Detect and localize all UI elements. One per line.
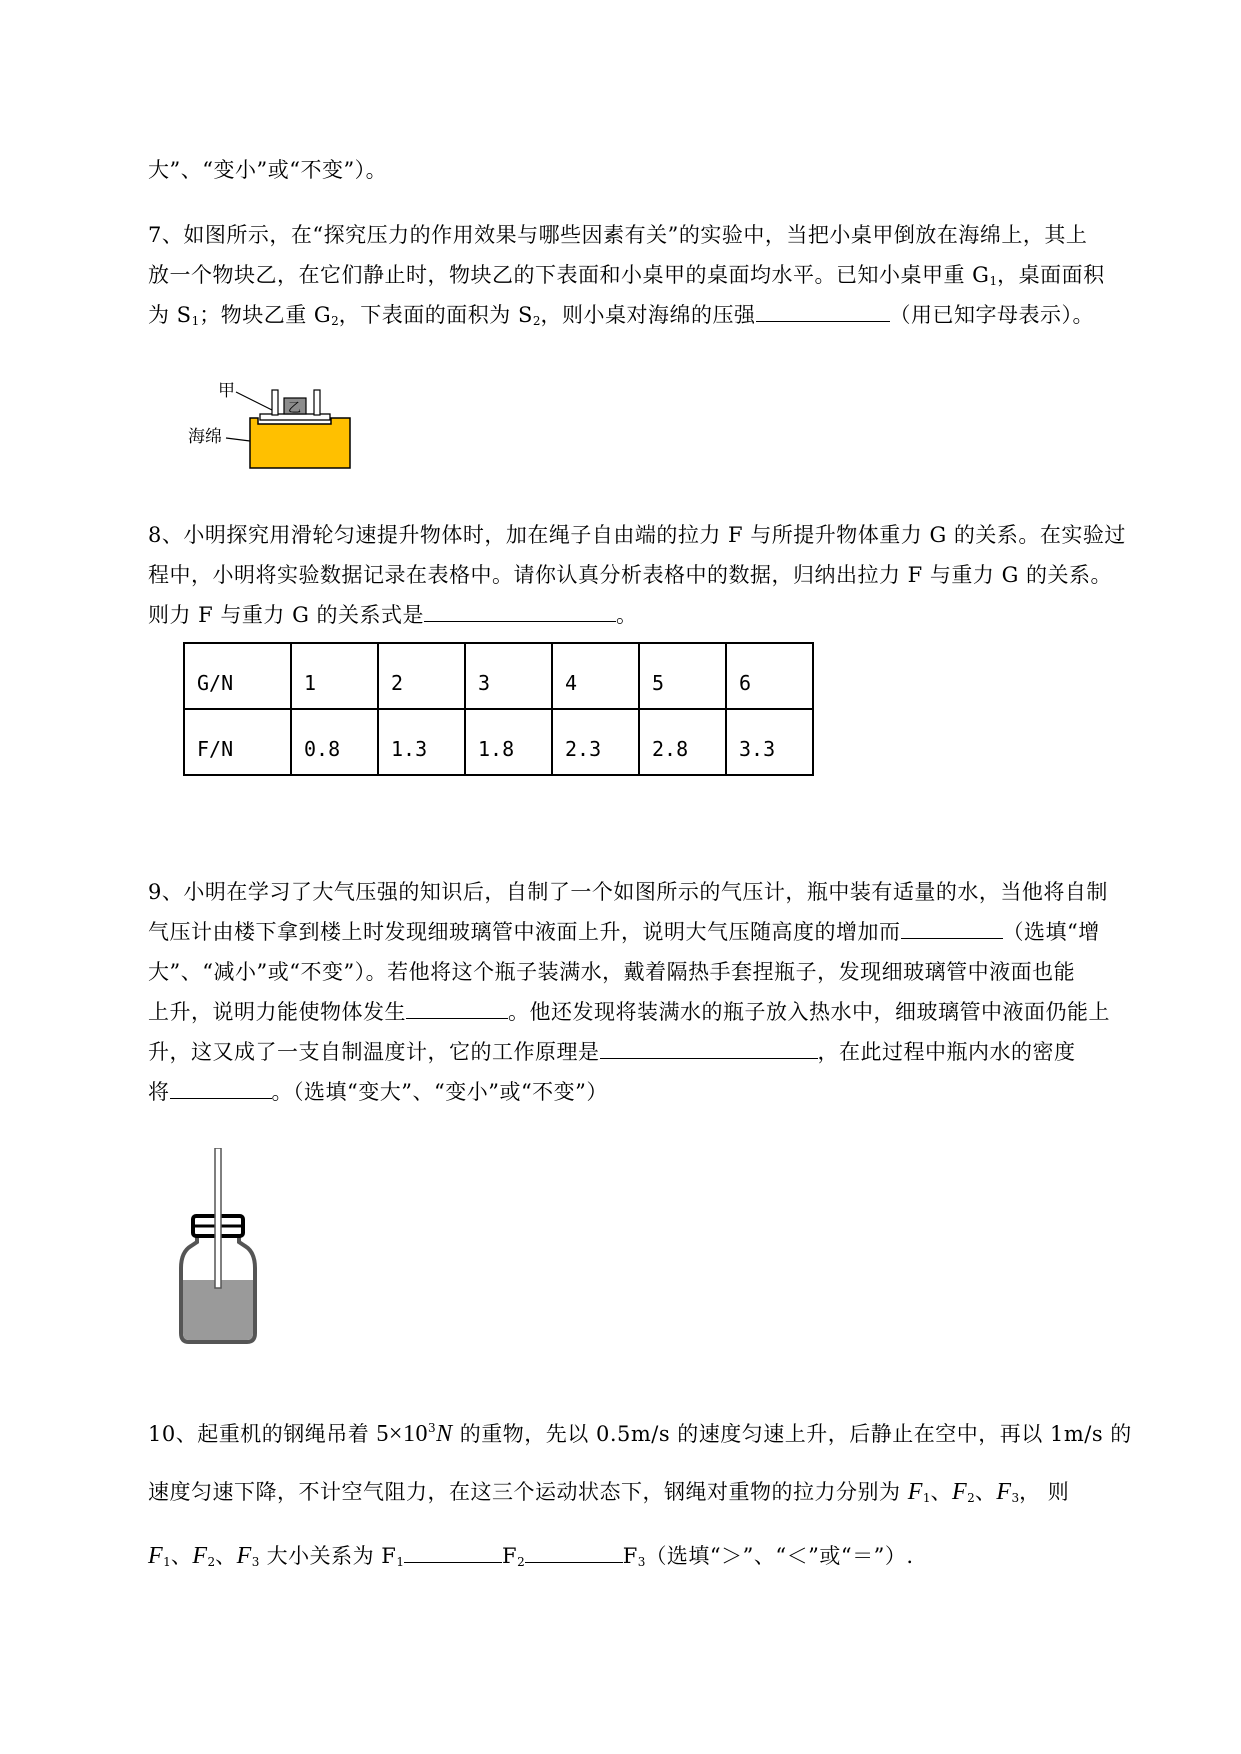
table-cell: 6 — [726, 643, 813, 709]
prev-question-tail: 大”、“变小”或“不变”）。 — [148, 158, 388, 182]
q9-answer-blank-3[interactable] — [600, 1038, 818, 1059]
q10-line-3: $F_1$、$F_2$、$F_3$ 大小关系为 $F_1$ $F_2$ $F_3$（选填“＞”、“＜”或“＝”）. — [148, 1543, 914, 1569]
q7-line-3: 为 $S_1$；物块乙重 $G_2$，下表面的面积为 $S_2$，则小桌对海绵的压强 （用已知字母表示）。 — [148, 303, 1094, 328]
table-cell: 2.3 — [552, 709, 639, 775]
q9-line-5: 升，这又成了一支自制温度计，它的工作原理是 ，在此过程中瓶内水的密度 — [148, 1040, 1076, 1064]
table-cell: 0.8 — [291, 709, 378, 775]
q9-line-1: 9、小明在学习了大气压强的知识后，自制了一个如图所示的气压计，瓶中装有适量的水，当他将自制 — [148, 880, 1108, 904]
q10-line-2: 速度匀速下降，不计空气阻力，在这三个运动状态下，钢绳对重物的拉力分别为 $F_1$、$F_2$、$F_3$， 则 — [148, 1479, 1070, 1505]
label-yi: 乙 — [288, 401, 302, 416]
q10-answer-blank-1[interactable] — [404, 1542, 502, 1563]
q10-answer-blank-2[interactable] — [525, 1542, 623, 1563]
table-row — [184, 709, 813, 775]
table-cell: 4 — [552, 643, 639, 709]
q9-answer-blank-2[interactable] — [406, 998, 508, 1019]
q9-line-6: 将 。（选填“变大”、“变小”或“不变”） — [148, 1080, 608, 1104]
table-row — [184, 643, 813, 709]
table-cell: 3.3 — [726, 709, 813, 775]
q9-answer-blank-4[interactable] — [170, 1078, 272, 1099]
table-cell: 2 — [378, 643, 465, 709]
table-cell: 5 — [639, 643, 726, 709]
table-cell: 1 — [291, 643, 378, 709]
label-jia: 甲 — [218, 381, 235, 401]
sponge — [250, 418, 350, 468]
q8-answer-blank[interactable] — [424, 601, 616, 622]
data-table — [183, 642, 814, 776]
figure-table-on-sponge — [180, 378, 360, 470]
q9-answer-blank-1[interactable] — [901, 918, 1003, 939]
table-header-cell: G/N — [184, 643, 291, 709]
q9-line-3: 大”、“减小”或“不变”）。若他将这个瓶子装满水，戴着隔热手套捏瓶子，发现细玻璃管中液面也能 — [148, 960, 1076, 984]
q10-line-1: 10、起重机的钢绳吊着 $5\times 10^3N$ 的重物，先以 0.5m/s 的速度匀速上升，后静止在空中，再以 1m/s 的 — [148, 1421, 1132, 1447]
q8-line-2: 程中，小明将实验数据记录在表格中。请你认真分析表格中的数据，归纳出拉力 F 与重力 G 的关系。 — [148, 563, 1113, 587]
q7-answer-blank[interactable] — [756, 301, 890, 322]
water — [183, 1280, 253, 1340]
table-cell: 2.8 — [639, 709, 726, 775]
table-cell: 1.3 — [378, 709, 465, 775]
table-header-cell: F/N — [184, 709, 291, 775]
q9-line-4: 上升，说明力能使物体发生 。他还发现将装满水的瓶子放入热水中，细玻璃管中液面仍能上 — [148, 1000, 1110, 1024]
q7-line-1: 7、如图所示，在“探究压力的作用效果与哪些因素有关”的实验中，当把小桌甲倒放在海绵上，其上 — [148, 223, 1088, 247]
table-cell: 3 — [465, 643, 552, 709]
glass-tube — [215, 1148, 221, 1288]
table-cell: 1.8 — [465, 709, 552, 775]
q7-line-2: 放一个物块乙，在它们静止时，物块乙的下表面和小桌甲的桌面均水平。已知小桌甲重 $G_1$，桌面面积 — [148, 263, 1105, 288]
figure-barometer-bottle — [175, 1148, 265, 1346]
q9-line-2: 气压计由楼下拿到楼上时发现细玻璃管中液面上升，说明大气压随高度的增加而 （选填“增 — [148, 920, 1100, 944]
label-sponge: 海绵 — [188, 427, 222, 447]
q8-line-3: 则力 F 与重力 G 的关系式是 。 — [148, 603, 638, 627]
q8-line-1: 8、小明探究用滑轮匀速提升物体时，加在绳子自由端的拉力 F 与所提升物体重力 G 的关系。在实验过 — [148, 523, 1126, 547]
